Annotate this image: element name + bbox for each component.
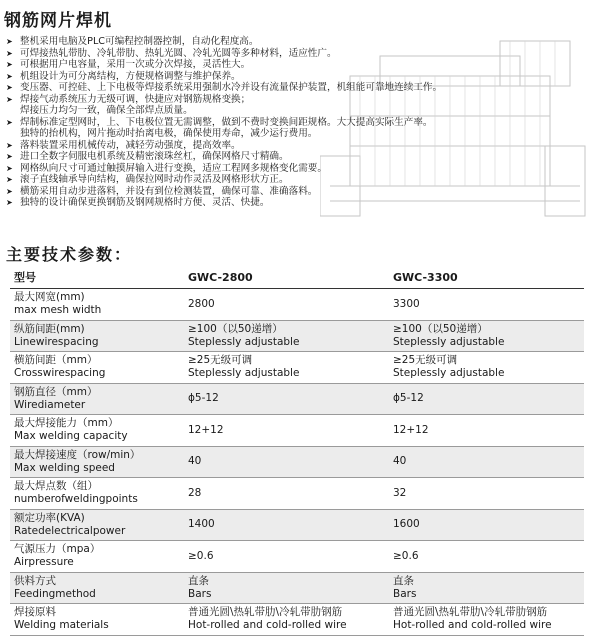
table-row: 气源压力（mpa） Airpressure ≥0.6 ≥0.6: [10, 541, 584, 573]
feature-item-continuation: 焊接压力均匀一致，确保全部焊点质量。: [20, 105, 193, 116]
table-row: 最大网宽(mm) max mesh width 2800 3300: [10, 289, 584, 321]
arrow-bullet-icon: ➤: [6, 152, 13, 161]
feature-list: [6, 36, 566, 209]
arrow-bullet-icon: ➤: [6, 94, 13, 104]
feature-item: ➤ 独特的设计确保更换钢筋及钢网规格时方便、灵活、快捷。: [6, 197, 270, 208]
arrow-bullet-icon: ➤: [6, 163, 13, 173]
arrow-bullet-icon: ➤: [6, 140, 13, 150]
arrow-bullet-icon: ➤: [6, 83, 13, 92]
arrow-bullet-icon: ➤: [6, 198, 13, 207]
table-row: 横筋间距（mm） Crosswirespacing ≥25无级可调 Steplessly adjustable ≥25无级可调 Steplessly adjustable: [10, 352, 584, 384]
header-gwc-2800: GWC-2800: [188, 270, 253, 284]
feature-item: ➤ 网格纵向尺寸可通过触摸屏输入进行变换，适应工程网多规格变化需要。: [6, 162, 327, 174]
feature-item: ➤ 落料装置采用机械传动，减轻劳动强度，提高效率。: [6, 139, 241, 151]
spec-table: [10, 266, 584, 636]
feature-item: ➤ 机组设计为可分离结构，方便规格调整与维护保养。: [6, 70, 241, 82]
feature-item: ➤ 可焊接热轧带肋、冷轧带肋、热轧光圆、冷轧光圆等多种材料，适应性广。: [6, 47, 337, 59]
header-model: 型号: [14, 271, 36, 284]
table-row: 额定功率(KVA) Ratedelectricalpower 1400 1600: [10, 510, 584, 542]
feature-item: ➤ 焊制标准定型网时，上、下电极位置无需调整，做到不费时变换间距规格。大大提高实际生产率。: [6, 116, 433, 128]
table-row: 供料方式 Feedingmethod 直条 Bars 直条 Bars: [10, 573, 584, 605]
spec-table-header: [10, 266, 584, 289]
feature-item: ➤ 焊接气动系统压力无级可调，快捷应对钢筋规格变换；: [6, 93, 251, 105]
arrow-bullet-icon: ➤: [6, 175, 13, 184]
arrow-bullet-icon: ➤: [6, 186, 13, 196]
table-row: 最大焊接能力（mm） Max welding capacity 12+12 12+12: [10, 415, 584, 447]
section-title: 主要技术参数：: [6, 245, 133, 264]
table-row: 最大焊接速度（row/min） Max welding speed 40 40: [10, 447, 584, 479]
feature-item: ➤ 可根据用户电容量，采用一次或分次焊接，灵活性大。: [6, 59, 251, 70]
table-row: 钢筋直径（mm） Wirediameter ϕ5-12 ϕ5-12: [10, 384, 584, 416]
feature-item: ➤ 变压器、可控硅、上下电极等焊接系统采用强制水冷并设有流量保护装置，机组能可靠地连续工作。: [6, 82, 443, 93]
table-row: 焊接原料 Welding materials 普通光圆\热轧带肋\冷轧带肋钢筋 Hot-rolled and cold-rolled wire 普通光圆\热轧带肋\冷轧带肋钢筋 Hot-rolled and cold-rolled wire: [10, 604, 584, 636]
feature-item-continuation: 独特的抬机构，网片拖动时抬离电极，确保使用寿命，减少运行费用。: [20, 128, 318, 139]
table-row: 最大焊点数（组） numberofweldingpoints 28 32: [10, 478, 584, 510]
arrow-bullet-icon: ➤: [6, 60, 13, 69]
arrow-bullet-icon: ➤: [6, 48, 13, 58]
table-row: 纵筋间距(mm) Linewirespacing ≥100（以50递增） Steplessly adjustable ≥100（以50递增） Steplessly adjustable: [10, 321, 584, 353]
feature-item: ➤ 进口全数字伺服电机系统及精密滚珠丝杠，确保网格尺寸精确。: [6, 151, 289, 162]
arrow-bullet-icon: ➤: [6, 37, 13, 46]
header-gwc-3300: GWC-3300: [393, 270, 458, 284]
feature-item: ➤ 横筋采用自动步进落料，并设有到位检测装置，确保可靠、准确落料。: [6, 185, 318, 197]
arrow-bullet-icon: ➤: [6, 117, 13, 127]
feature-item: ➤ 滚子直线轴承导向结构，确保拉网时动作灵活及网格形状方正。: [6, 174, 289, 185]
page-title: 钢筋网片焊机: [4, 11, 112, 31]
feature-item: ➤ 整机采用电脑及PLC可编程控制器控制，自动化程度高。: [6, 36, 259, 47]
arrow-bullet-icon: ➤: [6, 71, 13, 81]
